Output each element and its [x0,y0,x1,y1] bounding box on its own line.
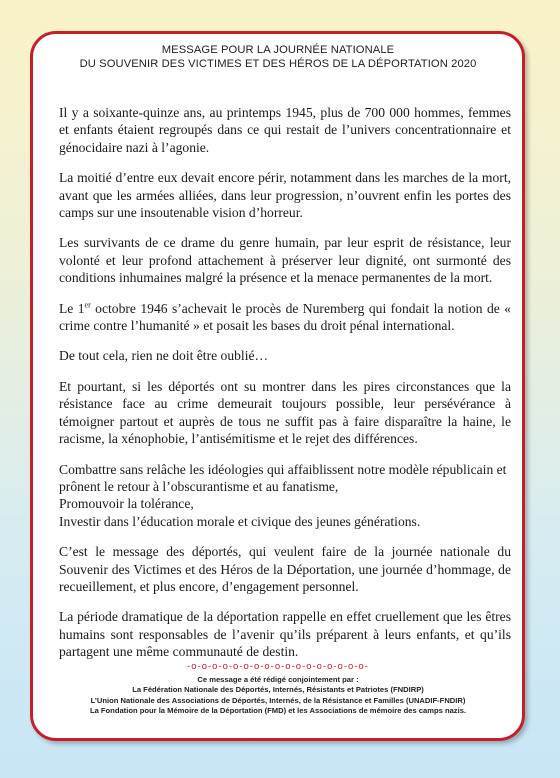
title-line-2: DU SOUVENIR DES VICTIMES ET DES HÉROS DE LA DÉPORTATION 2020 [79,58,477,70]
paragraph-1: Il y a soixante-quinze ans, au printemps 1945, plus de 700 000 hommes, femmes et enfants étaient regroupés dans ce qui restait de l’univers concentrationnaire et génocidaire nazi à l’agonie. [59,105,511,155]
title-line-1: MESSAGE POUR LA JOURNÉE NATIONALE [161,44,395,56]
credits-intro: Ce message a été rédigé conjointement par : [197,675,359,684]
paragraph-7-line-2: Promouvoir la tolérance, [59,496,194,512]
paragraph-8: C’est le message des déportés, qui veulent faire de la journée nationale du Souvenir des Victimes et des Héros de la Déportation, une journée d’hommage, de recueillement, et plus encore, d’engagement personnel. [59,544,511,594]
credits-fndirp: La Fédération Nationale des Déportés, Internés, Résistants et Patriotes (FNDIRP) [132,685,424,695]
message-body [59,104,511,674]
credits-fmd: La Fondation pour la Mémoire de la Déportation (FMD) et les Associations de mémoire des camps nazis. [89,706,467,716]
separator-line: -o-o-o-o-o-o-o-o-o-o-o-o-o-o-o-o-o- [187,661,369,672]
credits [40,675,516,717]
paragraph-7-line-1: Combattre sans relâche les idéologies qui affaiblissent notre modèle républicain et prônent le retour à l’obscurantisme et au fanatisme, [59,461,507,494]
paragraph-6: Et pourtant, si les déportés ont su montrer dans les pires circonstances que la résistance face au crime demeurait toujours possible, leur persévérance à témoigner partout et auprès de tous ne suffit pas à faire disparaître la haine, le racisme, la xénophobie, l’antisémitisme et le rejet des différences. [59,378,511,447]
paragraph-7 [59,461,511,531]
page-title [40,43,516,71]
ordinal-superscript: er [84,300,91,310]
paragraph-7-line-3: Investir dans l’éducation morale et civique des jeunes générations. [59,513,421,529]
credits-unadif: L’Union Nationale des Associations de Déportés, Internés, de la Résistance et Familles (UNADIF-FNDIR) [90,695,466,705]
paragraph-5: De tout cela, rien ne doit être oublié… [59,348,269,364]
paragraph-2: La moitié d’entre eux devait encore périr, notamment dans les marches de la mort, avant que les armées alliées, dans leur progression, n’ouvrent enfin les portes des camps sur une insoutenable vision d’horreur. [59,170,511,221]
paragraph-4 [59,300,511,335]
paragraph-4-start: Le 1 [59,300,85,316]
paragraph-3: Les survivants de ce drame du genre humain, par leur esprit de résistance, leur volonté et leur profond attachement à préserver leur dignité, ont surmonté des conditions inhumaines malgré la présence et la menace permanentes de la mort. [59,235,511,286]
paragraph-9: La période dramatique de la déportation rappelle en effet cruellement que les êtres humains sont responsables de l’avenir qu’ils préparent à leurs enfants, et qu’ils partagent une même communauté de destin. [59,609,511,660]
paragraph-4-end: octobre 1946 s’achevait le procès de Nuremberg qui fondait la notion de « crime contre l’humanité » et posait les bases du droit pénal international. [59,300,511,334]
